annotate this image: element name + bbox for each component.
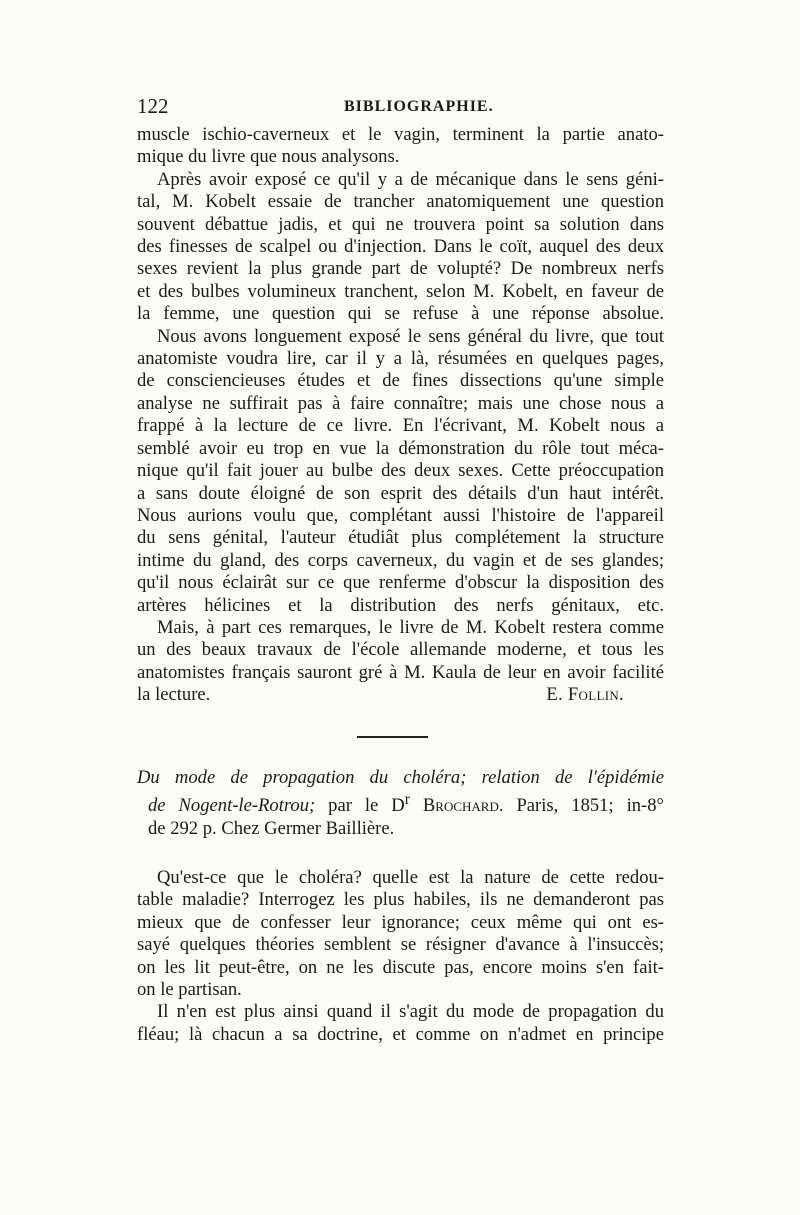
text-line: la lecture. [137,684,211,706]
book-page [137,94,664,1046]
page-number: 122 [137,94,169,118]
text-line: Il n'en est plus ainsi quand il s'agit du mode de propagation du [157,1001,664,1023]
text-line: artères hélicines et la distribution des nerfs génitaux, etc. [137,594,664,616]
text-line: table maladie? Interrogez les plus habiles, ils ne demanderont pas [137,889,664,911]
paragraph-continued [137,124,664,169]
text-line: de consciencieuses études et de fines dissections qu'une simple [137,370,664,392]
paragraph [137,169,664,326]
section-divider [357,736,428,738]
paragraph [137,617,664,707]
text-line: du sens génital, l'auteur étudiât plus complétement la structure [137,527,664,549]
text-line: Qu'est-ce que le choléra? quelle est la nature de cette redou- [157,866,664,888]
review-title-text: par le D [315,795,405,817]
paragraph [137,326,664,617]
text-line: sexes revient la plus grande part de volupté? De nombreux nerfs [137,258,664,280]
text-line: souvent débattue jadis, et qui ne trouvera point sa solution dans [137,213,664,235]
text-line: un des beaux travaux de l'école allemande moderne, et tous les [137,639,664,661]
text-line: des finesses de scalpel ou d'injection. Dans le coït, auquel des deux [137,236,664,258]
review-heading [137,767,664,840]
text-line: on les lit peut-être, on ne les discute pas, encore moins s'en fait- [137,956,664,978]
text-line: muscle ischio-caverneux et le vagin, terminent la partie anato- [137,124,664,145]
text-line: Nous avons longuement exposé le sens général du livre, que tout [157,325,664,347]
text-line: semblé avoir eu trop en vue la démonstration du rôle tout méca- [137,437,664,459]
review-title-italic: de Nogent-le-Rotrou; [148,795,316,817]
running-title: BIBLIOGRAPHIE. [344,98,494,115]
text-line: on le partisan. [137,979,242,1000]
review-title-line [137,789,664,818]
signoff-line [137,684,664,706]
text-line: et des bulbes volumineux tranchent, selon M. Kobelt, en faveur de [137,280,664,302]
doctor-abbrev-superscript: r [404,790,410,808]
review-author: Brochard. [409,795,504,817]
text-line: la femme, une question qui se refuse à une réponse absolue. [137,303,664,325]
text-line: analyse ne suffirait pas à faire connaître; mais une chose nous a [137,392,664,414]
text-line: frappé à la lecture de ce livre. En l'écrivant, M. Kobelt nous a [137,415,664,437]
text-line: mique du livre que nous analysons. [137,146,400,168]
text-line: mieux que de confesser leur ignorance; ceux même qui ont es- [137,911,664,933]
review-body [137,867,664,1046]
text-line: tal, M. Kobelt essaie de trancher anatomiquement une question [137,191,664,213]
running-head [137,94,664,124]
text-line: Après avoir exposé ce qu'il y a de mécanique dans le sens géni- [157,168,664,190]
text-line: nique qu'il fait jouer au bulbe des deux sexes. Cette préoccupation [137,460,664,482]
text-line: anatomiste voudra lire, car il y a là, résumées en quelques pages, [137,348,664,370]
text-line: sayé quelques théories semblent se résigner d'avance à l'insuccès; [137,934,664,956]
review-title-italic: Du mode de propagation du choléra; relation de l'épidémie [137,766,664,788]
review-title-line: de 292 p. Chez Germer Baillière. [148,817,395,839]
text-line: a sans doute éloigné de son esprit des détails d'un haut intérêt. [137,482,664,504]
text-line: Mais, à part ces remarques, le livre de M. Kobelt restera comme [157,616,664,638]
text-line: fléau; là chacun a sa doctrine, et comme on n'admet en principe [137,1023,664,1045]
text-line: Nous aurions voulu que, complétant aussi l'histoire de l'appareil [137,504,664,526]
paragraph [137,1001,664,1046]
paragraph [137,867,664,1001]
review-title-line [137,767,664,789]
author-signature: E. Follin. [546,684,624,706]
text-line: intime du gland, des corps caverneux, du vagin et de ses glandes; [137,549,664,571]
review-title-text: Paris, 1851; in-8° [503,795,664,817]
text-line: anatomistes français sauront gré à M. Kaula de leur en avoir facilité [137,661,664,683]
text-line: qu'il nous éclairât sur ce que renferme d'obscur la disposition des [137,572,664,594]
